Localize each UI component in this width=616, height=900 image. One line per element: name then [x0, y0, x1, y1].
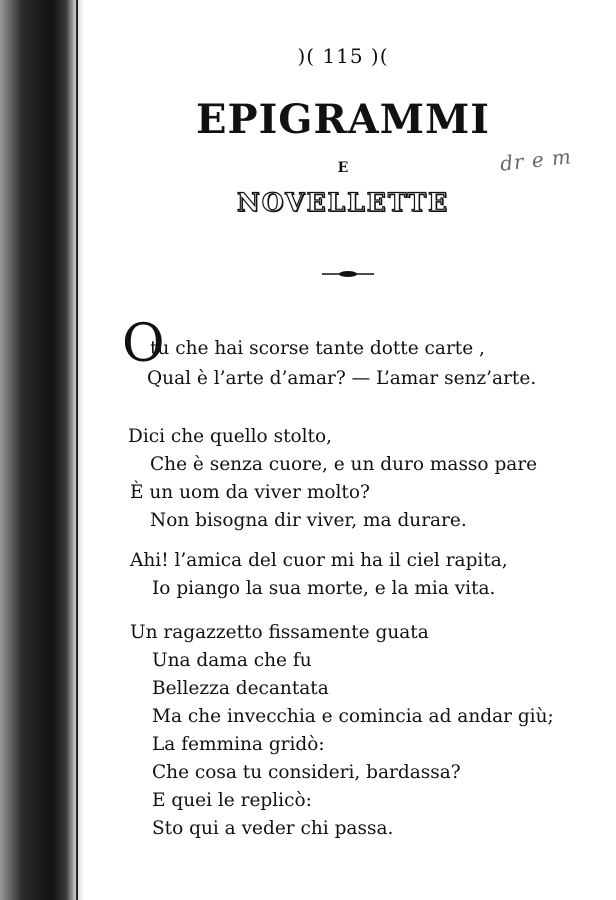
- page-number: )( 115 )(: [297, 44, 389, 68]
- handwritten-margin-note: dr e m: [498, 144, 573, 176]
- title-conjunction: E: [337, 160, 349, 176]
- poem-line: Qual è l’arte d’amar? — L’amar senz’arte.: [147, 368, 537, 389]
- poem-line: Un ragazzetto fissamente guata: [130, 622, 429, 643]
- page-title: EPIGRAMMI: [196, 96, 490, 143]
- poem-line: tu che hai scorse tante dotte carte ,: [150, 338, 485, 359]
- poem-line: Io piango la sua morte, e la mia vita.: [152, 578, 496, 599]
- poem-line: La femmina gridò:: [152, 734, 325, 755]
- poem-line: Ma che invecchia e comincia ad andar giù;: [152, 706, 554, 727]
- poem-line: Che è senza cuore, e un duro masso pare: [150, 454, 538, 475]
- poem-line: E quei le replicò:: [152, 790, 312, 811]
- poem-line: Che cosa tu consideri, bardassa?: [152, 762, 461, 783]
- poem-line: Sto qui a veder chi passa.: [152, 818, 394, 839]
- poem-line: Bellezza decantata: [152, 678, 329, 699]
- poem-line: Ahi! l’amica del cuor mi ha il ciel rapita,: [130, 550, 508, 571]
- ornament-divider: [322, 268, 374, 280]
- poem-line: Dici che quello stolto,: [128, 426, 333, 447]
- poem-line: È un uom da viver molto?: [130, 482, 370, 503]
- page-subtitle: NOVELLETTE: [236, 188, 450, 217]
- poem-line: Non bisogna dir viver, ma durare.: [150, 510, 467, 531]
- drop-cap: O: [122, 314, 165, 374]
- poem-line: Una dama che fu: [152, 650, 312, 671]
